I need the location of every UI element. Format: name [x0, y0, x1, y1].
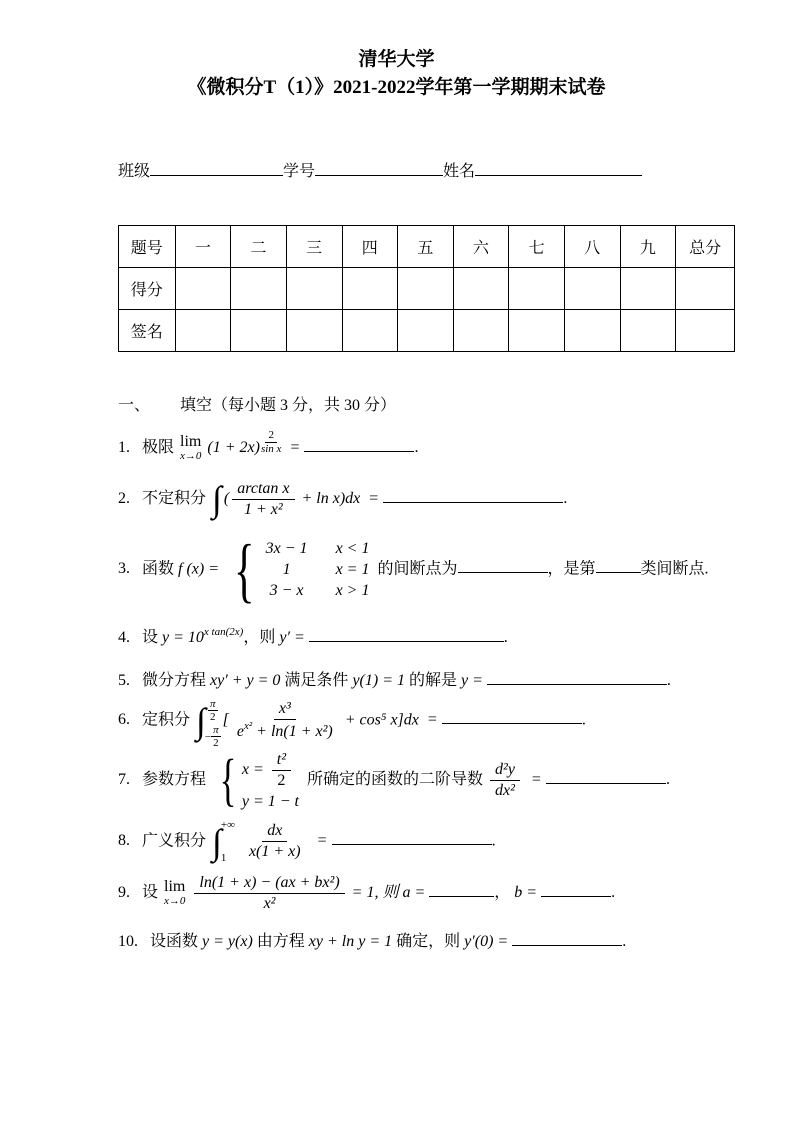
second-derivative-fraction — [490, 760, 520, 801]
q9-label: 设 — [142, 883, 159, 901]
q8-number: 8. — [118, 832, 130, 850]
q7-text: 所确定的函数的二阶导数 — [307, 770, 484, 788]
q8-label: 广义积分 — [142, 832, 207, 850]
question-6 — [118, 697, 735, 750]
signature-cell — [231, 310, 287, 352]
param-y-equation: y = 1 − t — [241, 792, 299, 810]
q8-fraction — [244, 821, 306, 862]
lower-bound: 1 — [220, 852, 227, 865]
lower-bound-denominator: 2 — [213, 737, 219, 750]
question-5 — [118, 667, 735, 690]
q3-text-1: 的间断点为 — [377, 560, 458, 578]
score-cell — [620, 268, 676, 310]
fraction-denominator: dx² — [495, 781, 515, 799]
period: . — [622, 932, 627, 950]
q4-number: 4. — [118, 628, 130, 646]
fraction-denominator: 2 — [277, 771, 286, 789]
signature-cell — [509, 310, 565, 352]
q4-exponent: x tan(2x) — [203, 625, 244, 638]
q3-label: 函数 — [142, 560, 175, 578]
class-label: 班级 — [118, 163, 151, 180]
score-row-label: 得分 — [119, 268, 176, 310]
score-table-col-4: 四 — [342, 226, 398, 268]
signature-row — [119, 310, 735, 352]
integral-sign — [212, 481, 222, 517]
fraction-numerator: arctan x — [232, 479, 294, 500]
q5-text-2: 的解是 — [409, 671, 458, 689]
score-cell — [453, 268, 509, 310]
student-info-line — [118, 158, 735, 181]
q5-condition: y(1) = 1 — [352, 671, 405, 689]
student-id-blank — [315, 160, 443, 176]
case-cond: x < 1 — [335, 539, 370, 557]
den-e: e — [236, 723, 244, 740]
q3-text-2: ，是第 — [547, 560, 596, 578]
parametric-equations — [214, 747, 299, 812]
period: . — [414, 439, 419, 456]
upper-bound: +∞ — [220, 818, 235, 831]
answer-blank — [309, 626, 504, 642]
answer-blank — [596, 557, 641, 573]
q4-text: ，则 — [243, 628, 276, 646]
q9-equals-text: = 1, 则 a = — [351, 883, 426, 901]
q2-number: 2. — [118, 489, 130, 507]
fraction-numerator: dx — [262, 821, 287, 842]
q9-b-lhs: b = — [514, 883, 538, 901]
answer-blank — [458, 557, 548, 573]
integral-bounds — [204, 697, 221, 750]
question-1 — [118, 429, 735, 463]
q10-number: 10. — [118, 932, 138, 950]
answer-blank-a — [429, 881, 494, 897]
q10-equation: xy + ln y = 1 — [308, 932, 393, 950]
q3-function-lhs: f (x) = — [178, 560, 220, 578]
q4-derivative: y′ = — [279, 628, 305, 646]
score-cell — [286, 268, 342, 310]
fraction-denominator — [232, 720, 338, 742]
q5-solution-lhs: y = — [461, 671, 483, 689]
den-exponent: x² — [243, 720, 253, 732]
q6-expression: + cos⁵ x]dx — [344, 711, 419, 729]
university-title: 清华大学 — [358, 49, 435, 70]
answer-blank — [304, 436, 414, 452]
lower-bound-numerator: π — [213, 723, 219, 736]
integral-glyph: ∫ — [196, 700, 206, 741]
q2-label: 不定积分 — [142, 489, 207, 507]
score-table — [118, 225, 735, 352]
lim-word: lim — [180, 433, 202, 451]
signature-cell — [565, 310, 621, 352]
q7-number: 7. — [118, 770, 130, 788]
score-cell — [175, 268, 231, 310]
answer-blank-b — [541, 881, 611, 897]
exam-title: 《微积分T（1）》2021-2022学年第一学期期末试卷 — [187, 77, 606, 98]
lim-subscript: x→0 — [164, 894, 186, 907]
q10-derivative: y′(0) = — [464, 932, 509, 950]
score-cell — [342, 268, 398, 310]
answer-blank — [332, 829, 492, 845]
integral-bounds — [221, 819, 235, 865]
parametric-row-2 — [242, 793, 299, 811]
score-cell — [509, 268, 565, 310]
case-expr: 3x − 1 — [265, 539, 308, 557]
period: . — [581, 711, 586, 729]
signature-cell — [175, 310, 231, 352]
left-brace: { — [233, 529, 255, 610]
section-heading — [118, 392, 735, 415]
period: . — [665, 770, 670, 788]
equals-sign: = — [427, 711, 437, 729]
score-table-col-1: 一 — [175, 226, 231, 268]
q6-number: 6. — [118, 711, 130, 729]
student-id-label: 学号 — [283, 163, 316, 180]
fraction-numerator: ln(1 + x) − (ax + bx²) — [194, 873, 344, 894]
lim-word: lim — [164, 877, 186, 895]
answer-blank — [546, 768, 666, 784]
lim-subscript: x→0 — [180, 449, 202, 462]
case-expr: 1 — [282, 560, 291, 578]
period: . — [503, 628, 508, 646]
signature-cell — [286, 310, 342, 352]
period: . — [563, 489, 568, 507]
q5-number: 5. — [118, 671, 130, 689]
score-table-col-8: 八 — [565, 226, 621, 268]
score-table-col-9: 九 — [620, 226, 676, 268]
integral-with-bounds — [212, 819, 235, 865]
q9-number: 9. — [118, 883, 130, 901]
equals-sign: = — [290, 439, 300, 456]
case-row-1 — [262, 540, 370, 558]
q3-text-3: 类间断点. — [640, 560, 709, 578]
q9-fraction — [194, 873, 344, 914]
score-row — [119, 268, 735, 310]
answer-blank — [487, 669, 667, 685]
name-blank — [475, 160, 642, 176]
score-cell — [398, 268, 454, 310]
q1-label: 极限 — [142, 439, 175, 456]
period: . — [666, 671, 671, 689]
section-number: 一、 — [118, 397, 151, 414]
question-8 — [118, 819, 735, 865]
q4-label: 设 — [142, 628, 159, 646]
fraction-numerator: t² — [272, 750, 291, 771]
period: . — [611, 883, 616, 901]
q2-expression: + ln x)dx — [301, 489, 361, 507]
question-3 — [118, 529, 735, 610]
open-bracket: [ — [222, 711, 229, 729]
q5-label: 微分方程 — [142, 671, 207, 689]
signature-row-label: 签名 — [119, 310, 176, 352]
paper-header — [0, 46, 793, 102]
integral-glyph: ∫ — [212, 479, 222, 519]
equals-sign: = — [369, 489, 379, 507]
q6-label: 定积分 — [142, 711, 191, 729]
equals-sign: = — [531, 770, 541, 788]
parametric-rows — [242, 750, 299, 811]
signature-cell — [620, 310, 676, 352]
q1-expression: (1 + 2x) — [207, 439, 260, 456]
lower-bound — [205, 724, 221, 750]
score-table-col-5: 五 — [398, 226, 454, 268]
score-table-col-3: 三 — [286, 226, 342, 268]
signature-cell — [453, 310, 509, 352]
param-x-fraction — [272, 750, 291, 791]
score-table-col-7: 七 — [509, 226, 565, 268]
score-cell — [231, 268, 287, 310]
upper-bound-denominator: 2 — [210, 711, 216, 724]
score-cell — [676, 268, 735, 310]
signature-cell — [676, 310, 735, 352]
fraction-denominator: x(1 + x) — [248, 843, 301, 860]
parametric-row-1 — [242, 750, 294, 791]
exponent-fraction — [261, 429, 281, 456]
q2-fraction — [232, 479, 294, 520]
exponent-denominator: sin x — [260, 443, 282, 456]
fraction-denominator: x² — [263, 894, 276, 912]
q10-function: y = y(x) — [202, 932, 253, 950]
q6-fraction — [232, 699, 338, 742]
answer-blank — [383, 487, 563, 503]
question-9 — [118, 873, 735, 914]
fraction-numerator: d²y — [490, 760, 520, 781]
fraction-denominator: 1 + x² — [244, 500, 283, 518]
q3-number: 3. — [118, 560, 130, 578]
den-rest: + ln(1 + x²) — [252, 723, 333, 740]
limit-operator — [180, 434, 201, 462]
case-expr: 3 − x — [269, 581, 304, 599]
lower-bound-sign: − — [204, 730, 212, 743]
q10-text-1: 由方程 — [256, 932, 305, 950]
case-cond: x > 1 — [335, 581, 370, 599]
question-4 — [118, 624, 735, 647]
name-label: 姓名 — [443, 163, 476, 180]
q9-separator: ， — [494, 883, 511, 901]
score-table-col-6: 六 — [453, 226, 509, 268]
q5-equation: xy′ + y = 0 — [210, 671, 281, 689]
section-title: 填空（每小题 3 分，共 30 分） — [180, 397, 397, 414]
q1-number: 1. — [118, 439, 130, 456]
paper-content — [118, 158, 735, 951]
fraction-numerator: x³ — [274, 699, 296, 720]
question-7 — [118, 747, 735, 812]
integral-glyph: ∫ — [212, 821, 222, 862]
question-2 — [118, 479, 735, 520]
exponent-numerator: 2 — [265, 429, 277, 443]
case-cond: x = 1 — [335, 560, 370, 578]
period: . — [491, 832, 496, 850]
q10-label: 设函数 — [150, 932, 199, 950]
signature-cell — [342, 310, 398, 352]
integral-with-bounds — [196, 697, 221, 750]
q4-expression: y = 10 — [162, 628, 204, 646]
piecewise-cases — [227, 529, 370, 610]
limit-operator — [164, 879, 185, 907]
case-row-3 — [262, 582, 370, 600]
case-row-2 — [262, 561, 370, 579]
question-10 — [118, 928, 735, 951]
q7-label: 参数方程 — [142, 770, 207, 788]
score-table-header-row — [119, 226, 735, 268]
left-brace: { — [219, 747, 237, 812]
signature-cell — [398, 310, 454, 352]
class-blank — [150, 160, 283, 176]
q5-text-1: 满足条件 — [284, 671, 349, 689]
upper-bound — [205, 698, 221, 724]
param-x-lhs: x = — [241, 761, 264, 778]
upper-bound-numerator: π — [210, 697, 216, 710]
answer-blank — [512, 930, 622, 946]
score-table-col-2: 二 — [231, 226, 287, 268]
score-table-col-total: 总分 — [676, 226, 735, 268]
score-table-corner: 题号 — [119, 226, 176, 268]
score-cell — [565, 268, 621, 310]
case-rows — [262, 540, 370, 600]
equals-sign: = — [317, 832, 327, 850]
open-paren: ( — [223, 489, 230, 507]
answer-blank — [442, 708, 582, 724]
q10-text-2: 确定，则 — [396, 932, 461, 950]
